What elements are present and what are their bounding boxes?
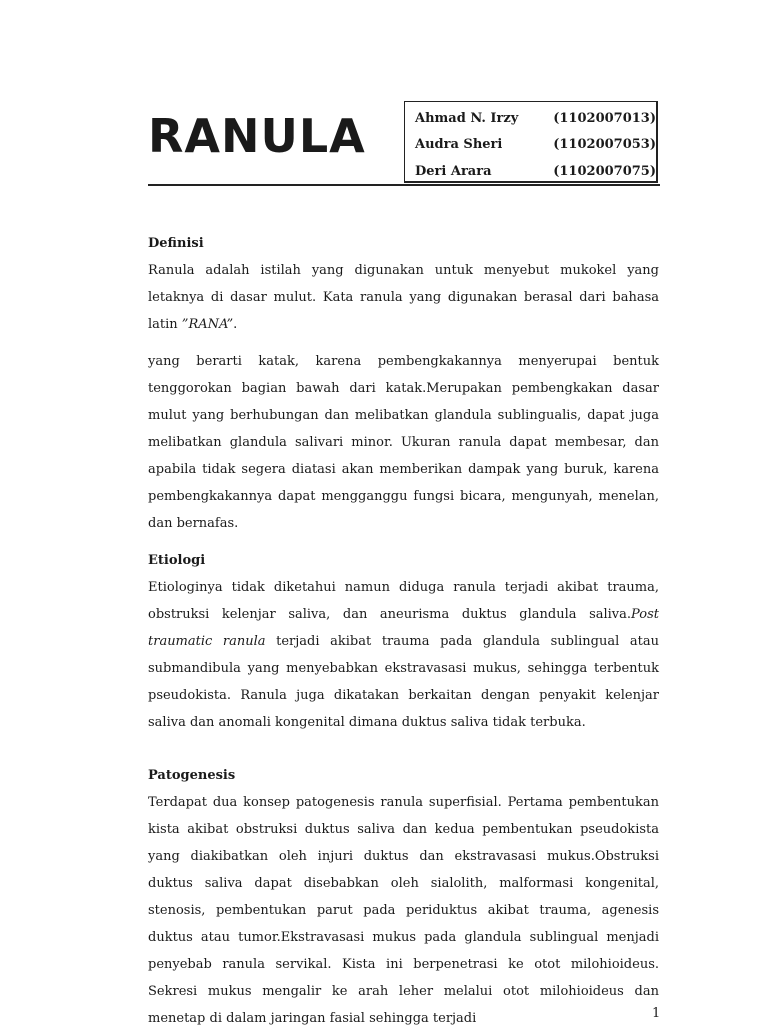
- document-body: [148, 230, 659, 1032]
- author-row: [415, 158, 656, 185]
- author-id: (1102007053): [553, 137, 656, 153]
- etiologi-text: Etiologinya tidak diketahui namun diduga ranula terjadi akibat trauma, obstruksi kelenjar saliva, dan aneurisma duktus glandula saliva.: [148, 580, 659, 622]
- section-heading-definisi: Definisi: [148, 236, 204, 251]
- author-row: [415, 105, 656, 132]
- author-row: [415, 132, 656, 159]
- definisi-paragraph-1: [148, 257, 659, 338]
- title-divider: [148, 184, 660, 186]
- definisi-text: Ranula adalah istilah yang digunakan untuk menyebut mukokel yang letaknya di dasar mulut. Kata ranula yang digunakan berasal dari bahasa latin: [148, 263, 659, 332]
- definisi-text-end: .: [233, 317, 238, 332]
- patogenesis-paragraph: Terdapat dua konsep patogenesis ranula superfisial. Pertama pembentukan kista akibat obstruksi duktus saliva dan kedua pembentukan pseudokista yang diakibatkan oleh injuri duktus dan ekstravasasi mukus.Obstruksi duktus saliva dapat disebabkan oleh sialolith, malformasi kongenital, stenosis, pembentukan parut pada periduktus akibat trauma, agenesis duktus atau tumor.Ekstravasasi mukus pada glandula sublingual menjadi penyebab ranula servikal. Kista ini berpenetrasi ke otot milohioideus. Sekresi mukus mengalir ke arah leher melalui otot milohioideus dan menetap di dalam jaringan fasial sehingga terjadi: [148, 795, 659, 1026]
- page-number: 1: [652, 1006, 661, 1021]
- author-name: Audra Sheri: [415, 137, 503, 153]
- author-id: (1102007013): [553, 110, 656, 126]
- author-name: Deri Arara: [415, 163, 492, 179]
- author-id: (1102007075): [553, 163, 656, 179]
- etiologi-text-end: terjadi akibat trauma pada glandula sublingual atau submandibula yang menyebabkan ekstravasasi mukus, sehingga terbentuk pseudokista. Ranula juga dikatakan berkaitan dengan penyakit kelenjar saliva dan anomali kongenital dimana duktus saliva tidak terbuka.: [148, 634, 659, 730]
- section-heading-patogenesis: Patogenesis: [148, 768, 236, 783]
- section-heading-etiologi: Etiologi: [148, 553, 206, 568]
- etiologi-paragraph: [148, 574, 659, 736]
- definisi-quote: ”RANA”: [181, 317, 234, 332]
- document-title: RANULA: [148, 109, 366, 163]
- etiologi-italic: Post traumatic ranula: [148, 607, 659, 649]
- definisi-paragraph-2: yang berarti katak, karena pembengkakannya menyerupai bentuk tenggorokan bagian bawah dari katak.Merupakan pembengkakan dasar mulut yang berhubungan dan melibatkan glandula sublingualis, dapat juga melibatkan glandula salivari minor. Ukuran ranula dapat membesar, dan apabila tidak segera diatasi akan memberikan dampak yang buruk, karena pembengkakannya dapat mengganggu fungsi bicara, mengunyah, menelan, dan bernafas.: [148, 354, 659, 531]
- author-name: Ahmad N. Irzy: [415, 110, 519, 126]
- authors-box: [404, 101, 658, 183]
